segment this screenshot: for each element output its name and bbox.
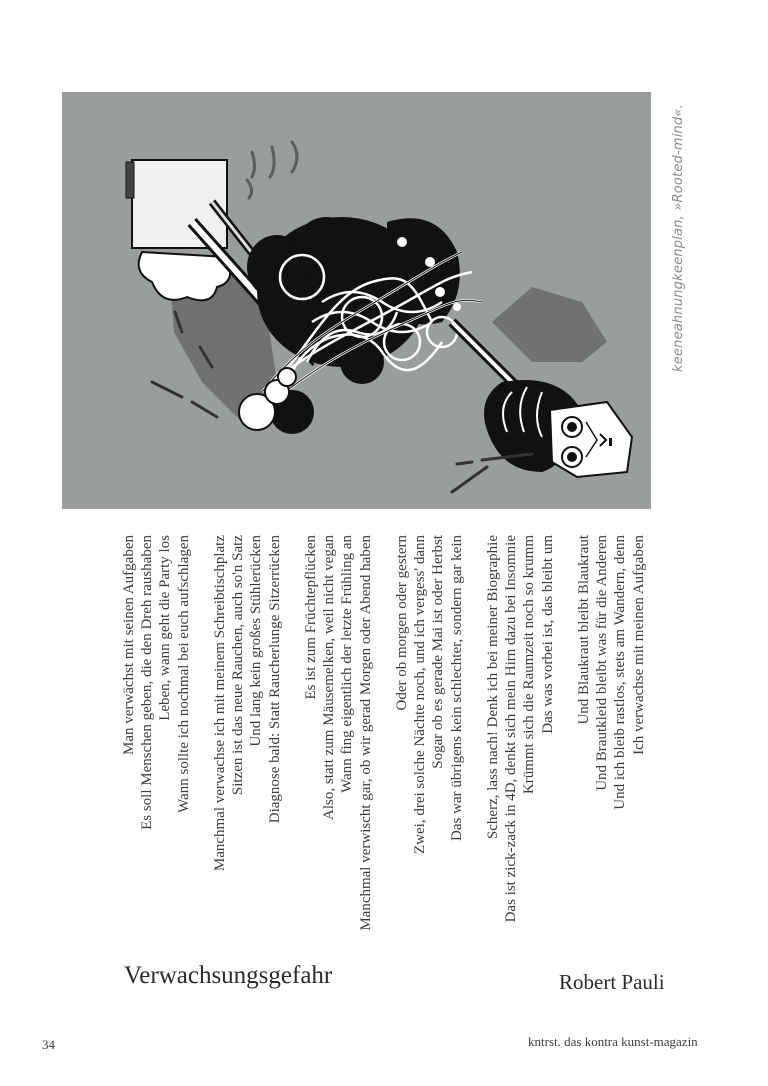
poem-line: Sogar ob es gerade Mai ist oder Herbst (430, 535, 447, 769)
poem-line: Das war übrigens kein schlechter, sondern gar kein (448, 535, 465, 841)
poem-line: Manchmal verwischt gar, ob wir gerad Morgen oder Abend haben (357, 535, 374, 931)
stanza-4 (393, 535, 466, 935)
poem-body (120, 535, 666, 935)
poem-line: Und Blaukraut bleibt Blaukraut (576, 535, 592, 725)
artwork-illustration (62, 92, 651, 509)
poem-title: Verwachsungsgefahr (124, 962, 333, 989)
poem-line: Und Brautkleid bleibt was für die Anderen (594, 535, 611, 791)
stanza-2 (211, 535, 284, 935)
stanza-1 (120, 535, 193, 935)
poem-line: Ich verwachse mit meinen Aufgaben (630, 535, 647, 755)
poem-line: Es ist zum Früchtepflücken (303, 535, 319, 700)
poem-line: Oder ob morgen oder gestern (394, 535, 410, 711)
magazine-name: kntrst. das kontra kunst-magazin (528, 1034, 698, 1049)
poem-line: Leben, wann geht die Party los (157, 535, 174, 721)
poem-line: Das ist zick-zack in 4D, denkt sich mein Hirn dazu bei Insomnie (503, 535, 520, 923)
page-number: 34 (42, 1037, 55, 1052)
poem-line: Und lang kein großes Stühlerücken (248, 535, 265, 747)
artwork-image (62, 92, 651, 509)
poem-line: Manchmal verwachse ich mit meinem Schreibtischplatz (212, 535, 228, 872)
poem-line: Zwei, drei solche Nächte noch, und ich vergess' dann (412, 535, 429, 854)
poem-line: Diagnose bald: Statt Raucherlunge Sitzerrücken (266, 535, 283, 824)
poem-line: Man verwächst mit seinen Aufgaben (121, 535, 137, 755)
poem-line: Wann sollte ich nochmal bei euch aufschlagen (175, 535, 192, 813)
stanza-5 (484, 535, 557, 935)
poem-line: Scherz, lass nach! Denk ich bei meiner Biographie (485, 535, 501, 840)
caption-text: keeneahnungkeenplan, »Rooted-mind«. (671, 104, 686, 372)
poem-line: Also, statt zum Mäusemelken, weil nicht vegan (321, 535, 338, 820)
poem-line: Wann fing eigentlich der letzte Frühling an (339, 535, 356, 793)
stanza-3 (302, 535, 375, 935)
poem-line: Krümmt sich die Raumzeit noch so krumm (521, 535, 538, 795)
stanza-6 (575, 535, 648, 935)
poem-line: Und ich bleib rastlos, stets am Wandern, denn (612, 535, 629, 810)
poem-line: Es soll Menschen geben, die den Dreh raushaben (139, 535, 156, 830)
poem-line: Das was vorbei ist, das bleibt um (539, 535, 556, 734)
poem-line: Sitzen ist das neue Rauchen, auch so'n Satz (230, 535, 247, 796)
author-name: Robert Pauli (559, 970, 665, 994)
